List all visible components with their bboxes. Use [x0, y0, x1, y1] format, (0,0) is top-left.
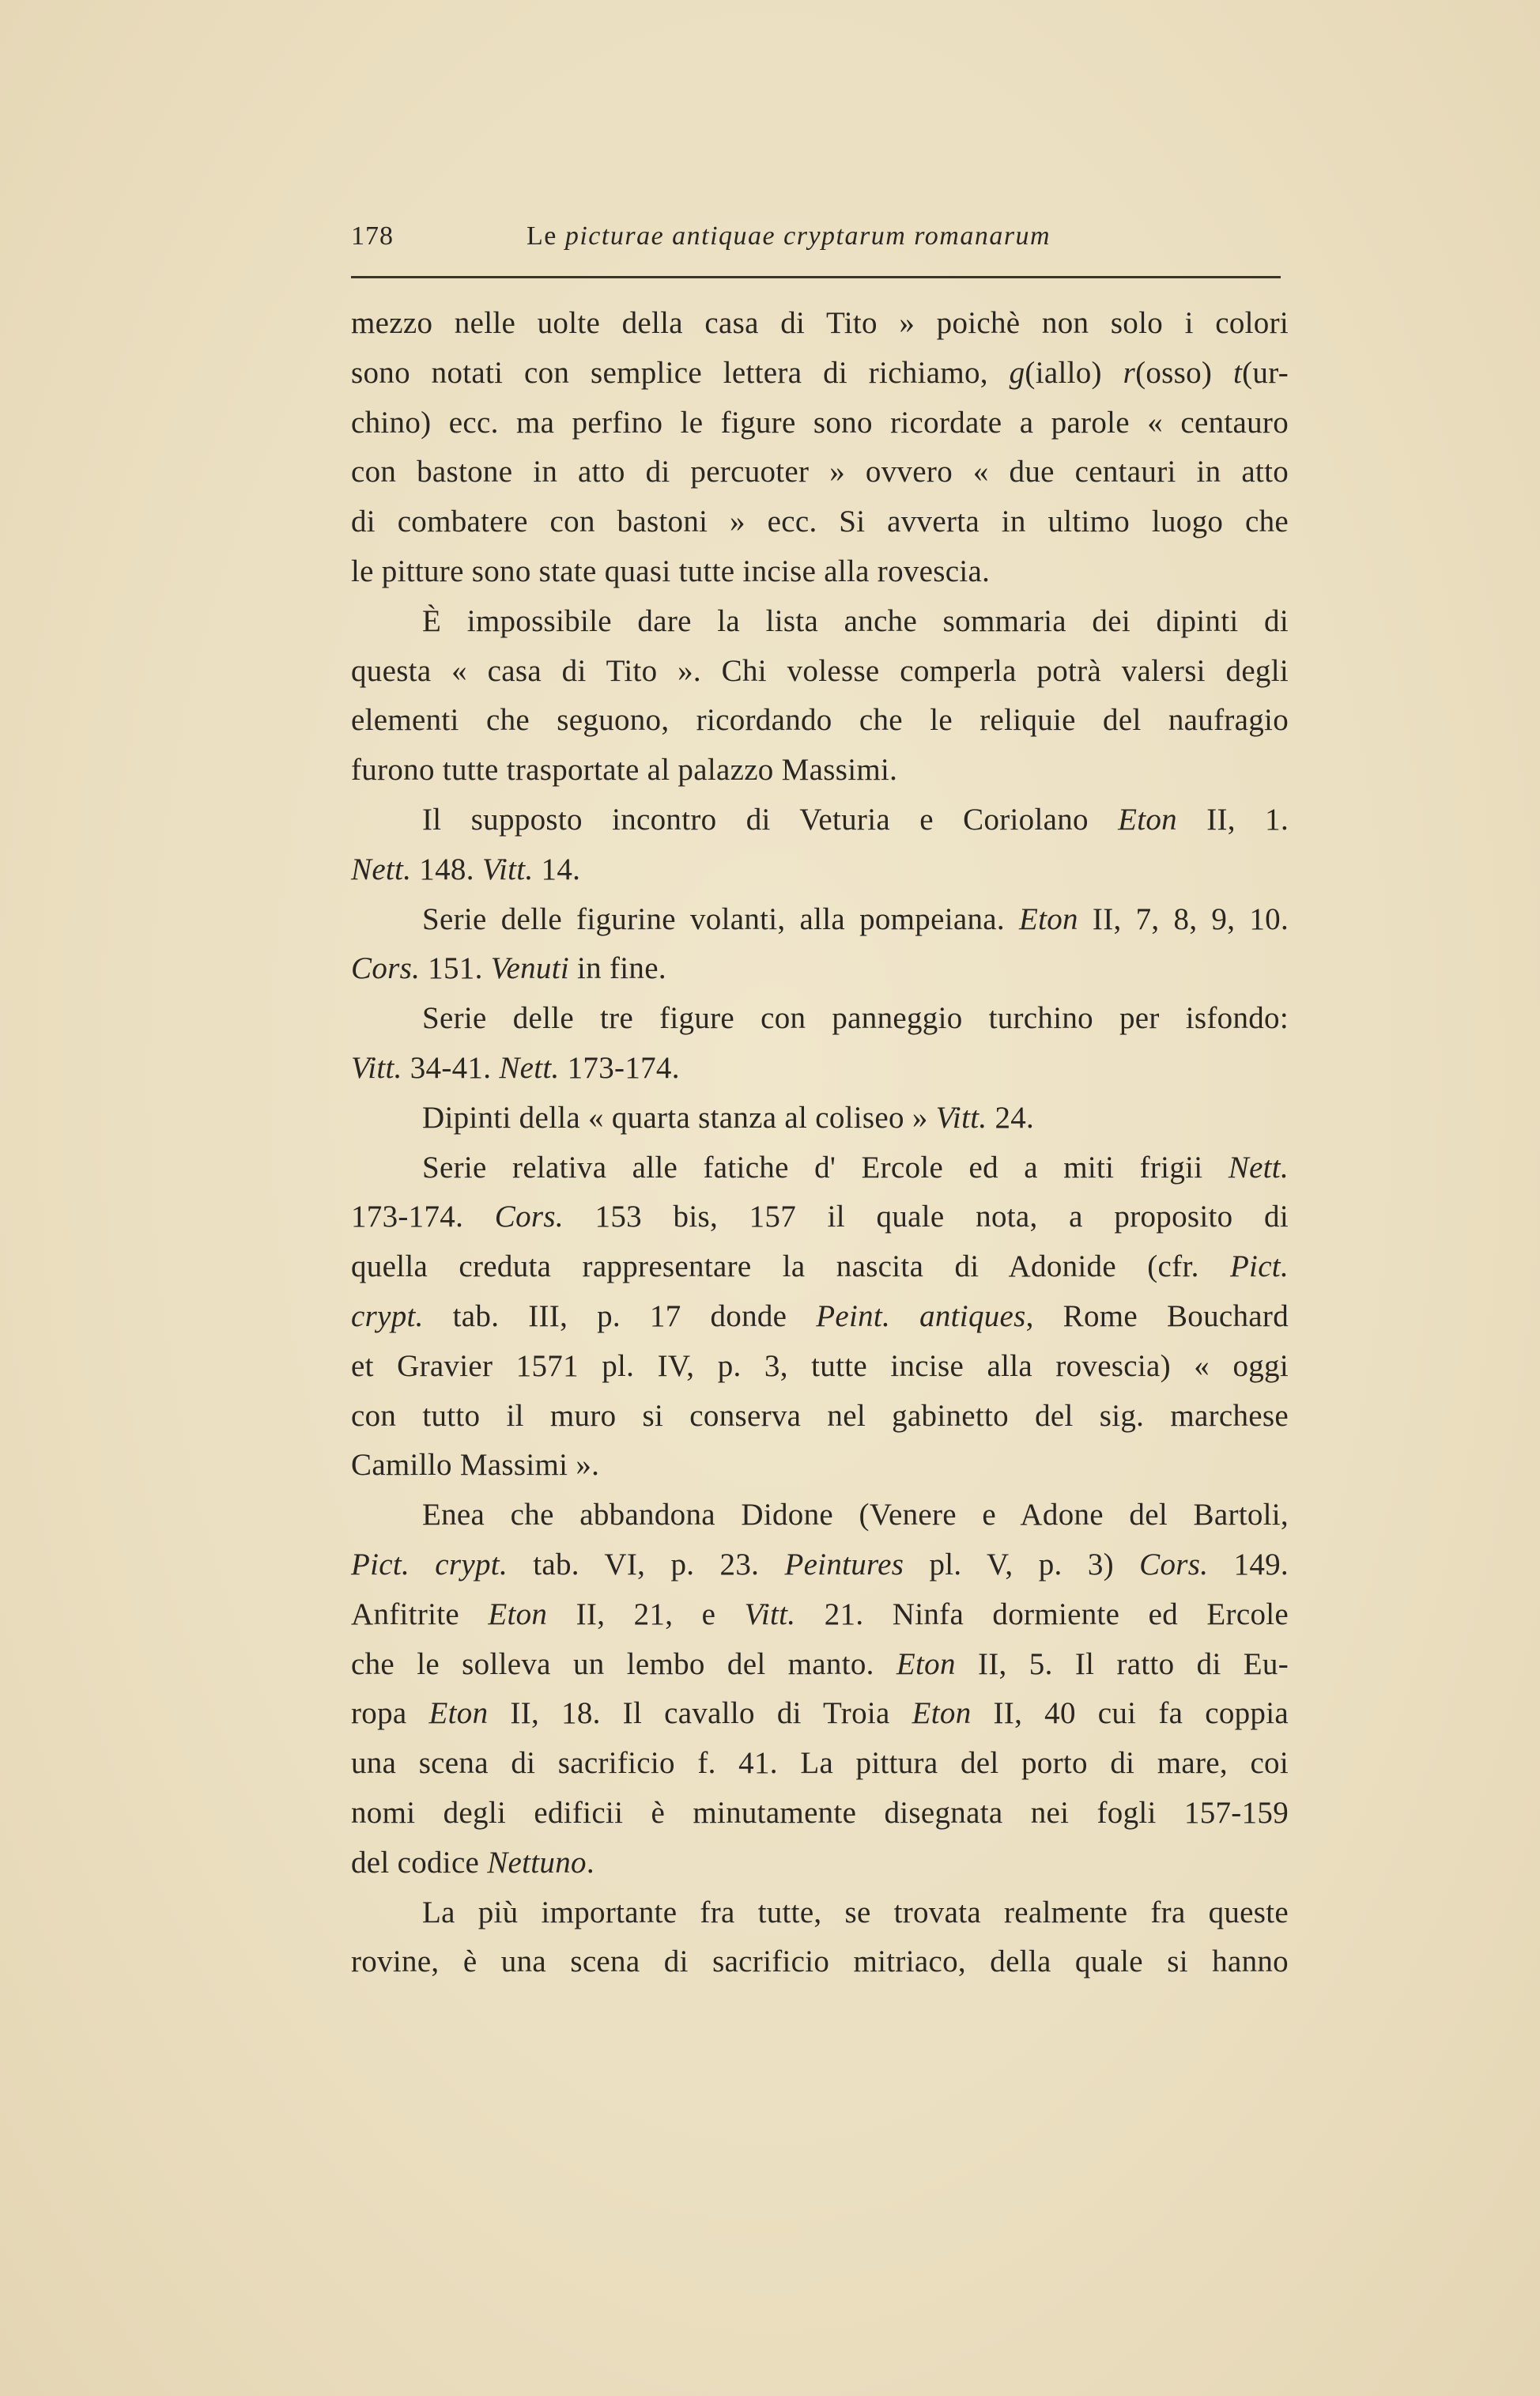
text-span: 148. [411, 852, 482, 886]
text-span: Serie relativa alle fatiche d' Ercole ed a miti frigii [422, 1150, 1229, 1185]
text-line [351, 1292, 1289, 1342]
text-span: 34-41. [402, 1050, 500, 1085]
text-line [351, 895, 1289, 945]
italic-text: Vitt. [935, 1100, 987, 1135]
text-span: sono notati con semplice lettera di richiamo, [351, 355, 1010, 390]
text-line [351, 1094, 1289, 1143]
text-span: chino) ecc. ma perfino le figure sono ricordate a parole « centauro [351, 405, 1289, 440]
text-span: una scena di sacrificio f. 41. La pittura del porto di mare, coi [351, 1746, 1289, 1781]
text-line [351, 349, 1289, 399]
text-span: 14. [533, 852, 581, 886]
text-span: elementi che seguono, ricordando che le reliquie del naufragio [351, 703, 1289, 738]
text-line [351, 1689, 1289, 1739]
text-line [351, 1491, 1289, 1540]
italic-text: t [1232, 355, 1243, 390]
text-line [351, 299, 1289, 349]
text-span: ropa [351, 1696, 429, 1731]
text-span: tab. III, p. 17 donde [423, 1298, 817, 1333]
italic-text: Nett. [1228, 1150, 1289, 1185]
italic-text: Pict. crypt. [351, 1547, 508, 1582]
italic-text: Cors. [494, 1200, 564, 1234]
italic-text: Eton [1018, 901, 1078, 936]
italic-text: Eton [488, 1597, 548, 1631]
text-line [351, 547, 1289, 597]
italic-text: r [1123, 355, 1136, 390]
text-span: (osso) [1135, 355, 1233, 390]
text-span: 149. [1208, 1547, 1289, 1582]
text-span: quella creduta rappresentare la nascita di Adonide (cfr. [351, 1249, 1230, 1284]
text-line [351, 1342, 1289, 1392]
text-span: et Gravier 1571 pl. IV, p. 3, tutte incise alla rovescia) « oggi [351, 1348, 1289, 1383]
text-line [351, 1192, 1289, 1242]
text-span: Anfitrite [351, 1597, 489, 1631]
text-line [351, 597, 1289, 647]
text-span: Serie delle tre figure con panneggio turchino per isfondo: [422, 1001, 1289, 1036]
text-span: rovine, è una scena di sacrificio mitriaco, della quale si hanno [351, 1944, 1289, 1979]
text-span: 153 bis, 157 il quale nota, a proposito di [563, 1200, 1289, 1234]
italic-text: Eton [428, 1696, 489, 1731]
text-line [351, 1789, 1289, 1839]
italic-text: Eton [896, 1646, 956, 1681]
text-span: 24. [987, 1100, 1035, 1135]
italic-text: Nett. [351, 852, 412, 886]
text-line [351, 1441, 1289, 1491]
text-span: di combatere con bastoni » ecc. Si avverta in ultimo luogo che [351, 505, 1289, 539]
italic-text: Vitt. [481, 852, 534, 886]
text-line [351, 1143, 1289, 1193]
page-number: 178 [351, 221, 394, 251]
text-line [351, 746, 1289, 796]
text-span: , Rome Bouchard [1025, 1298, 1289, 1333]
italic-text: Peint. antiques [816, 1298, 1026, 1333]
text-span: che le solleva un lembo del manto. [351, 1646, 896, 1681]
text-span: II, 18. Il cavallo di Troia [488, 1696, 912, 1731]
text-span: Enea che abbandona Didone (Venere e Adone del Bartoli, [422, 1498, 1289, 1532]
text-line [351, 994, 1289, 1044]
text-line [351, 1937, 1289, 1987]
text-line [351, 1640, 1289, 1690]
italic-text: Cors. [351, 951, 421, 986]
text-span: tab. VI, p. 23. [508, 1547, 785, 1582]
text-line [351, 696, 1289, 746]
text-line [351, 796, 1289, 845]
text-line [351, 1392, 1289, 1442]
text-span: del codice [351, 1845, 488, 1880]
body-text [351, 299, 1289, 1987]
text-span: questa « casa di Tito ». Chi volesse comperla potrà valersi degli [351, 653, 1289, 688]
text-span: 173-174. [559, 1050, 680, 1085]
text-line [351, 1540, 1289, 1590]
text-line [351, 1590, 1289, 1640]
text-line [351, 497, 1289, 547]
text-span: . [586, 1845, 594, 1880]
italic-text: Pict. [1229, 1249, 1289, 1284]
italic-text: Eton [912, 1696, 972, 1731]
text-span: 151. [420, 951, 491, 986]
text-span: con bastone in atto di percuoter » ovvero « due centauri in atto [351, 455, 1289, 489]
text-span: nomi degli edificii è minutamente disegnata nei fogli 157-159 [351, 1795, 1289, 1830]
text-span: in fine. [568, 951, 666, 986]
text-line [351, 845, 1289, 895]
italic-text: Eton [1118, 802, 1177, 837]
text-line [351, 647, 1289, 697]
text-span: II, 40 cui fa coppia [971, 1696, 1289, 1731]
italic-text: g [1009, 355, 1025, 390]
text-line [351, 1242, 1289, 1292]
text-span: II, 21, e [547, 1597, 745, 1631]
text-span: furono tutte trasportate al palazzo Massimi. [351, 753, 898, 788]
text-line [351, 1739, 1289, 1789]
text-span: Il supposto incontro di Veturia e Coriolano [422, 802, 1119, 837]
italic-text: Peintures [784, 1547, 904, 1582]
italic-text: Nettuno [487, 1845, 587, 1880]
italic-text: Nett. [499, 1050, 560, 1085]
text-span: II, 7, 8, 9, 10. [1078, 901, 1289, 936]
italic-text: Vitt. [744, 1597, 796, 1631]
italic-text: Venuti [490, 951, 569, 986]
text-span: Serie delle figurine volanti, alla pompeiana. [422, 901, 1019, 936]
text-span: (iallo) [1025, 355, 1123, 390]
text-span: 173-174. [351, 1200, 495, 1234]
text-span: (ur- [1242, 355, 1289, 390]
header-rule [351, 276, 1281, 278]
italic-text: Vitt. [351, 1050, 402, 1085]
text-span: mezzo nelle uolte della casa di Tito » poichè non solo i colori [351, 306, 1289, 340]
text-span: È impossibile dare la lista anche sommaria dei dipinti di [422, 603, 1289, 638]
text-span: II, 1. [1176, 802, 1289, 837]
text-span: La più importante fra tutte, se trovata realmente fra queste [422, 1895, 1289, 1929]
text-line [351, 1839, 1289, 1888]
running-title-italic: picturae antiquae cryptarum romanarum [564, 221, 1051, 251]
text-line [351, 1888, 1289, 1938]
text-line [351, 399, 1289, 448]
running-title-prefix: Le [527, 221, 565, 251]
running-title [527, 221, 1051, 251]
page-header [351, 221, 1281, 269]
italic-text: crypt. [351, 1298, 424, 1333]
italic-text: Cors. [1139, 1547, 1209, 1582]
text-span: con tutto il muro si conserva nel gabinetto del sig. marchese [351, 1398, 1289, 1433]
text-line [351, 448, 1289, 497]
text-span: Camillo Massimi ». [351, 1448, 600, 1483]
text-line [351, 1044, 1289, 1094]
text-span: II, 5. Il ratto di Eu- [955, 1646, 1289, 1681]
text-span: 21. Ninfa dormiente ed Ercole [795, 1597, 1289, 1631]
text-span: Dipinti della « quarta stanza al coliseo » [422, 1100, 936, 1135]
text-span: pl. V, p. 3) [904, 1547, 1140, 1582]
text-span: le pitture sono state quasi tutte incise alla rovescia. [351, 554, 991, 588]
text-line [351, 944, 1289, 994]
